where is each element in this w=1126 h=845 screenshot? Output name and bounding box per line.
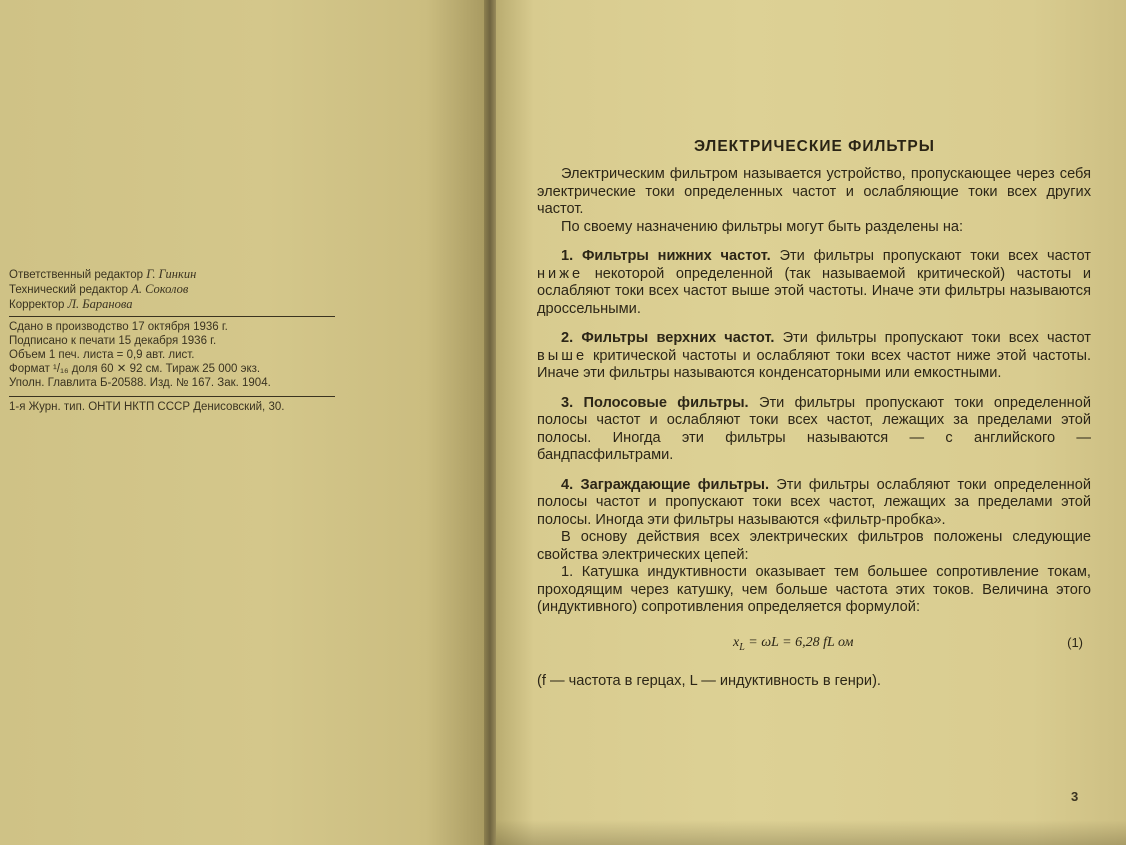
formula-line [537, 631, 1091, 655]
article-body [537, 166, 1091, 690]
page-number: 3 [1071, 789, 1079, 804]
imprint-block [9, 267, 339, 414]
property-paragraph: 1. Катушка индуктивности оказывает тем большее сопротивление токам, проходящим через катушку, чем больше частота этих токов. Величина этого (индуктивного) сопротивления определяется формулой: [537, 564, 1091, 615]
editor-line: Ответственный редактор Г. Гинкин [9, 267, 197, 281]
page-shadow [496, 820, 1126, 845]
imprint-line: Формат ¹/₁₆ доля 60 ✕ 92 см. Тираж 25 000 экз. [9, 363, 261, 375]
filter-item: 2. Фильтры верхних частот. Эти фильтры пропускают токи всех частот выше критической частоты и ослабляют токи всех частот ниже этой частоты. Иначе эти фильтры называются конденсаторными или емкостными. [537, 330, 1091, 381]
formula-number: (1) [1067, 634, 1083, 650]
left-page [0, 0, 484, 845]
editor-line: Корректор Л. Баранова [9, 297, 133, 311]
divider [9, 396, 335, 397]
page-title: ЭЛЕКТРИЧЕСКИЕ ФИЛЬТРЫ [694, 138, 935, 155]
filter-item: 3. Полосовые фильтры. Эти фильтры пропускают токи определенной полосы частот и ослабляют токи всех частот, лежащих за пределами этой полосы. Иногда эти фильтры называются — с английского — бандпасфильтрами. [537, 394, 1091, 463]
filter-heading: 3. Полосовые фильтры. [561, 394, 749, 411]
editor-line: Технический редактор А. Соколов [9, 282, 189, 296]
divider [9, 316, 335, 317]
filter-heading: 1. Фильтры нижних частот. [561, 248, 771, 264]
filter-item: 1. Фильтры нижних частот. Эти фильтры пропускают токи всех частот ниже некоторой определенной (так называемой критической) частоты и ослабляют токи всех частот выше этой частоты. Иначе эти фильтры называются дроссельными. [537, 248, 1091, 317]
book-gutter [484, 0, 496, 845]
filter-item: 4. Заграждающие фильтры. Эти фильтры ослабляют токи определенной полосы частот и пропускают токи всех частот, лежащих за пределами этой полосы. Иногда эти фильтры называются «фильтр-пробка». [537, 476, 1091, 528]
imprint-line: Подписано к печати 15 декабря 1936 г. [9, 335, 217, 347]
printer-line: 1-я Журн. тип. ОНТИ НКТП СССР Денисовский, 30. [9, 401, 285, 413]
imprint-line: Уполн. Главлита Б-20588. Изд. № 167. Зак. 1904. [9, 377, 271, 389]
intro-paragraph-2: По своему назначению фильтры могут быть разделены на: [561, 218, 964, 235]
imprint-line: Объем 1 печ. листа = 0,9 авт. лист. [9, 349, 195, 361]
intro-paragraph: Электрическим фильтром называется устройство, пропускающее через себя электрические токи определенных частот и ослабляющие токи всех других частот. [537, 166, 1091, 217]
imprint-line: Сдано в производство 17 октября 1936 г. [9, 321, 228, 333]
filter-heading: 2. Фильтры верхних частот. [561, 330, 775, 346]
formula-expression: $x_L = \omega L = 6,28$ fL ом [733, 634, 854, 653]
formula-note: (f — частота в герцах, L — индуктивность в генри). [537, 672, 881, 689]
filter-heading: 4. Заграждающие фильтры. [561, 476, 770, 493]
basis-paragraph: В основу действия всех электрических фильтров положены следующие свойства электрических цепей: [537, 529, 1091, 563]
